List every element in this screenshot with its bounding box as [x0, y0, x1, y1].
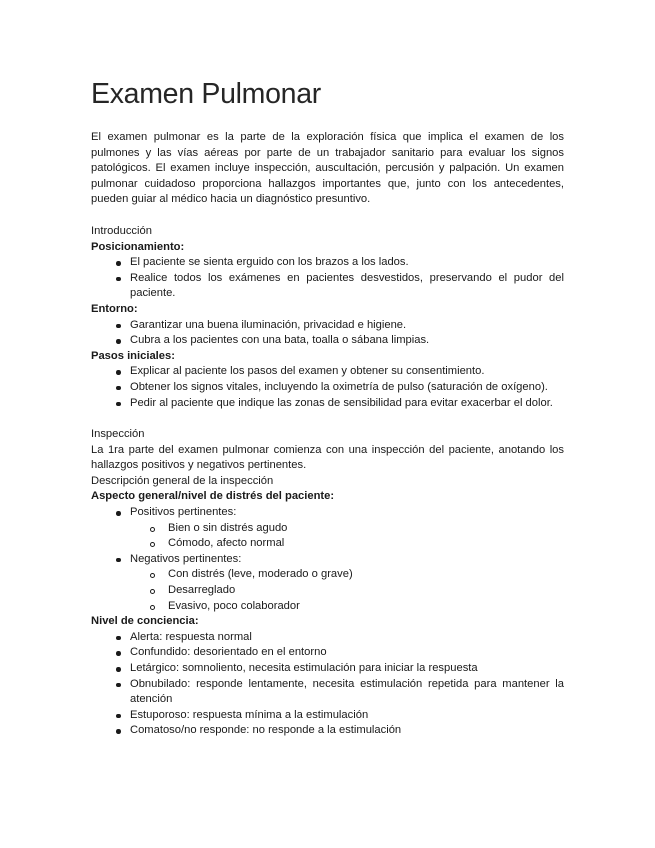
list-item: Estuporoso: respuesta mínima a la estimulación — [130, 708, 564, 724]
list-item: Confundido: desorientado en el entorno — [130, 645, 564, 661]
inspeccion-description: Descripción general de la inspección — [91, 474, 274, 487]
section-heading-introduccion: Introducción — [91, 224, 152, 237]
sublist-item: Evasivo, poco colaborador — [168, 599, 564, 615]
pasos-list — [91, 364, 564, 411]
subheading-posicionamiento: Posicionamiento: — [91, 240, 185, 253]
list-item-negativos — [130, 552, 564, 614]
subheading-nivel-conciencia: Nivel de conciencia: — [91, 615, 199, 628]
posicionamiento-list — [91, 255, 564, 302]
list-item: Realice todos los exámenes en pacientes desvestidos, preservando el pudor del paciente. — [130, 271, 564, 302]
entorno-list — [91, 318, 564, 349]
sublist-item: Desarreglado — [168, 583, 564, 599]
list-item: Pedir al paciente que indique las zonas de sensibilidad para evitar exacerbar el dolor. — [130, 396, 564, 412]
conciencia-list — [91, 630, 564, 739]
list-item: Alerta: respuesta normal — [130, 630, 564, 646]
spacer — [91, 208, 564, 224]
intro-paragraph: El examen pulmonar es la parte de la exploración física que implica el examen de los pulmones y las vías aéreas por parte de un trabajador sanitario para evaluar los signos patológicos. El examen incluye inspección, auscultación, percusión y palpación. Un examen pulmonar cuidadoso proporciona hallazgos importantes que, junto con los antecedentes, pueden guiar al médico hacia un diagnóstico presuntivo. — [91, 131, 564, 206]
subheading-entorno: Entorno: — [91, 302, 138, 315]
section-heading-inspeccion: Inspección — [91, 428, 145, 441]
positivos-sublist — [130, 521, 564, 552]
list-item-positivos — [130, 505, 564, 552]
inspeccion-paragraph: La 1ra parte del examen pulmonar comienza con una inspección del paciente, anotando los hallazgos positivos y negativos pertinentes. — [91, 443, 564, 472]
subheading-aspecto-general: Aspecto general/nivel de distrés del paciente: — [91, 490, 335, 503]
list-item: Garantizar una buena iluminación, privacidad e higiene. — [130, 318, 564, 334]
subheading-pasos-iniciales: Pasos iniciales: — [91, 349, 175, 362]
spacer — [91, 411, 564, 427]
list-item: El paciente se sienta erguido con los brazos a los lados. — [130, 255, 564, 271]
list-item: Obtener los signos vitales, incluyendo la oximetría de pulso (saturación de oxígeno). — [130, 380, 564, 396]
positivos-label: Positivos pertinentes: — [130, 506, 237, 519]
negativos-sublist — [130, 567, 564, 614]
list-item: Cubra a los pacientes con una bata, toalla o sábana limpias. — [130, 333, 564, 349]
negativos-label: Negativos pertinentes: — [130, 552, 242, 565]
page-title: Examen Pulmonar — [91, 78, 321, 110]
sublist-item: Con distrés (leve, moderado o grave) — [168, 567, 564, 583]
list-item: Explicar al paciente los pasos del examen y obtener su consentimiento. — [130, 364, 564, 380]
list-item: Obnubilado: responde lentamente, necesita estimulación repetida para mantener la atención — [130, 677, 564, 708]
aspecto-list — [91, 505, 564, 614]
list-item: Letárgico: somnoliento, necesita estimulación para iniciar la respuesta — [130, 661, 564, 677]
sublist-item: Bien o sin distrés agudo — [168, 521, 564, 537]
sublist-item: Cómodo, afecto normal — [168, 536, 564, 552]
list-item: Comatoso/no responde: no responde a la estimulación — [130, 723, 564, 739]
